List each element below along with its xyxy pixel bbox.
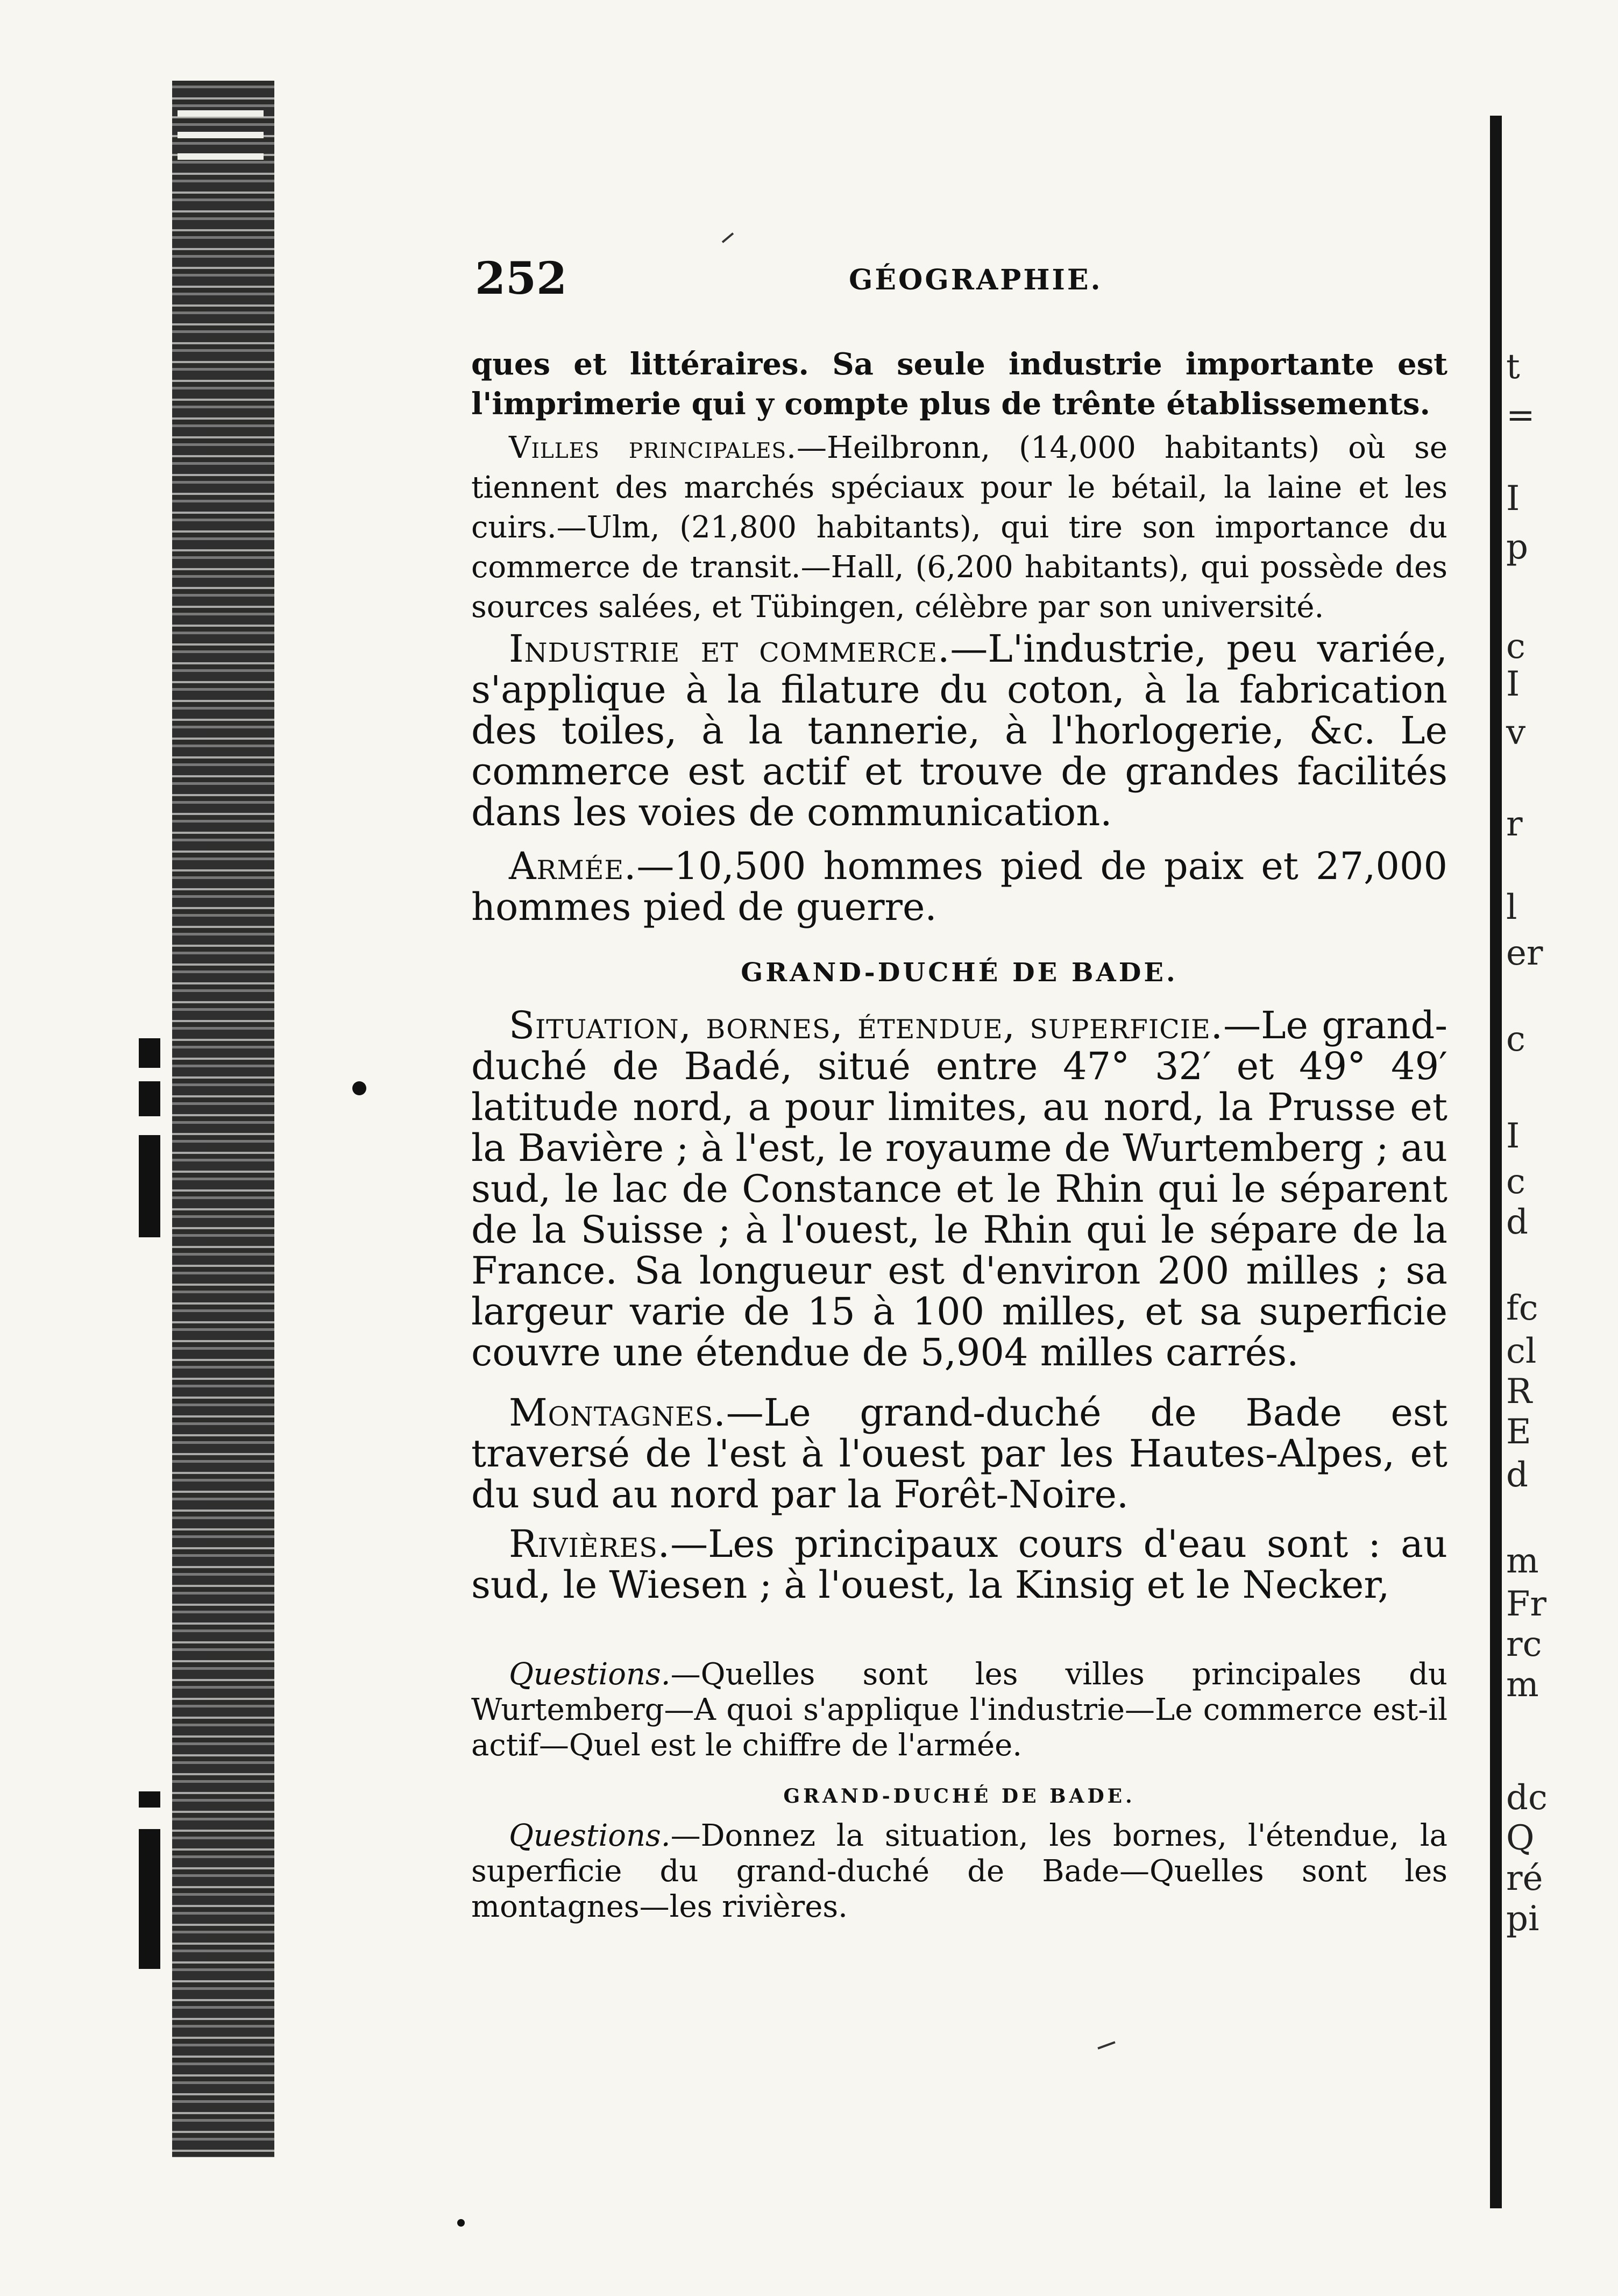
montagnes-lead: Montagnes. <box>509 1391 726 1435</box>
fragment: E <box>1506 1412 1531 1452</box>
ink-speck <box>457 2219 465 2227</box>
industrie-paragraph <box>471 628 1447 833</box>
fragment: r <box>1506 804 1523 844</box>
montagnes-text: —Le grand-duché de Bade est traversé de l'est à l'ouest par les Hautes-Alpes, et du sud au nord par la Forêt-Noire. <box>471 1391 1447 1517</box>
intro-text: ques et littéraires. Sa seule industrie importante est l'imprimerie qui y compte plus de trênte établissements. <box>471 346 1447 422</box>
fragment: Q <box>1506 1818 1535 1858</box>
questions-text: —Donnez la situation, les bornes, l'étendue, la superficie du grand-duché de Bade—Quelles sont les montagnes—les rivières. <box>471 1818 1447 1924</box>
right-page-edge-rule <box>1490 116 1502 2208</box>
rivieres-text: —Les principaux cours d'eau sont : au sud, le Wiesen ; à l'ouest, la Kinsig et le Necker, <box>471 1522 1447 1607</box>
fragment: I <box>1506 1116 1520 1156</box>
montagnes-paragraph <box>471 1392 1447 1515</box>
section-heading-small: GRAND-DUCHÉ DE BADE. <box>783 1785 1136 1808</box>
villes-paragraph <box>471 428 1447 627</box>
fragment: R <box>1506 1372 1532 1412</box>
fragment: m <box>1506 1665 1539 1705</box>
ink-speck <box>352 1081 366 1095</box>
fragment: I <box>1506 664 1520 704</box>
fragment: = <box>1506 395 1535 435</box>
rivieres-lead: Rivières. <box>509 1522 671 1566</box>
gutter-mark <box>139 1135 160 1237</box>
gutter-mark <box>139 1829 160 1969</box>
fragment: v <box>1506 713 1526 753</box>
situation-paragraph <box>471 1005 1447 1373</box>
gutter-stripe <box>178 153 264 160</box>
fragment: er <box>1506 933 1543 973</box>
armee-paragraph <box>471 846 1447 927</box>
ink-speck <box>1097 2041 1115 2049</box>
questions-bade <box>471 1818 1447 1925</box>
gutter-stripe <box>178 110 264 117</box>
binding-gutter-shadow <box>172 81 274 2157</box>
ink-speck <box>722 232 734 243</box>
intro-paragraph <box>471 344 1447 424</box>
page-number: 252 <box>475 253 567 304</box>
armee-text: —10,500 hommes pied de paix et 27,000 hommes pied de guerre. <box>471 844 1447 929</box>
right-page-fragments <box>1506 97 1618 2227</box>
fragment: dc <box>1506 1778 1548 1818</box>
questions-wurtemberg <box>471 1657 1447 1763</box>
gutter-mark <box>139 1791 160 1808</box>
questions-text: —Quelles sont les villes principales du Wurtemberg—A quoi s'applique l'industrie—Le commerce est-il actif—Quel est le chiffre de l'armée. <box>471 1657 1447 1763</box>
fragment: cl <box>1506 1331 1537 1371</box>
armee-lead: Armée. <box>509 844 637 888</box>
running-title: GÉOGRAPHIE. <box>849 264 1103 296</box>
villes-lead: Villes principales. <box>509 430 797 465</box>
situation-lead: Situation, bornes, étendue, superficie. <box>509 1003 1224 1047</box>
fragment: t <box>1506 347 1520 387</box>
rivieres-paragraph <box>471 1523 1447 1605</box>
industrie-text: —L'industrie, peu variée, s'applique à la filature du coton, à la fabrication des toiles, à la tannerie, à l'horlogerie, &c. Le commerce est actif et trouve de grandes facilités dans les voies de communication. <box>471 627 1447 834</box>
villes-text: —Heilbronn, (14,000 habitants) où se tiennent des marchés spéciaux pour le bétail, la laine et les cuirs.—Ulm, (21,800 habitants), qui tire son importance du commerce de transit.—Hall, (6,200 habitants), qui possède des sources salées, et Tübingen, célèbre par son université. <box>471 430 1447 625</box>
gutter-mark <box>139 1038 160 1068</box>
fragment: p <box>1506 527 1528 567</box>
questions-label: Questions. <box>509 1818 671 1853</box>
fragment: ré <box>1506 1859 1543 1898</box>
fragment: l <box>1506 888 1517 927</box>
fragment: pi <box>1506 1899 1539 1939</box>
gutter-mark <box>139 1081 160 1116</box>
questions-label: Questions. <box>509 1657 671 1692</box>
fragment: c <box>1506 1019 1525 1059</box>
gutter-stripe <box>178 132 264 138</box>
fragment: I <box>1506 479 1520 519</box>
fragment: c <box>1506 1162 1525 1202</box>
situation-text: —Le grand-duché de Badé, situé entre 47° 32′ et 49° 49′ latitude nord, a pour limites, au nord, la Prusse et la Bavière ; à l'est, le royaume de Wurtemberg ; au sud, le lac de Constance et le Rhin qui le séparent de la Suisse ; à l'ouest, le Rhin qui le sépare de la France. Sa longueur est d'environ 200 milles ; sa largeur varie de 15 à 100 milles, et sa superficie couvre une étendue de 5,904 milles carrés. <box>471 1003 1447 1374</box>
fragment: m <box>1506 1541 1539 1581</box>
fragment: rc <box>1506 1625 1542 1664</box>
industrie-lead: Industrie et commerce. <box>509 627 950 671</box>
fragment: Fr <box>1506 1584 1546 1624</box>
fragment: d <box>1506 1455 1528 1495</box>
fragment: d <box>1506 1202 1528 1242</box>
fragment: c <box>1506 627 1525 667</box>
section-heading: GRAND-DUCHÉ DE BADE. <box>741 958 1178 988</box>
fragment: fc <box>1506 1288 1538 1328</box>
